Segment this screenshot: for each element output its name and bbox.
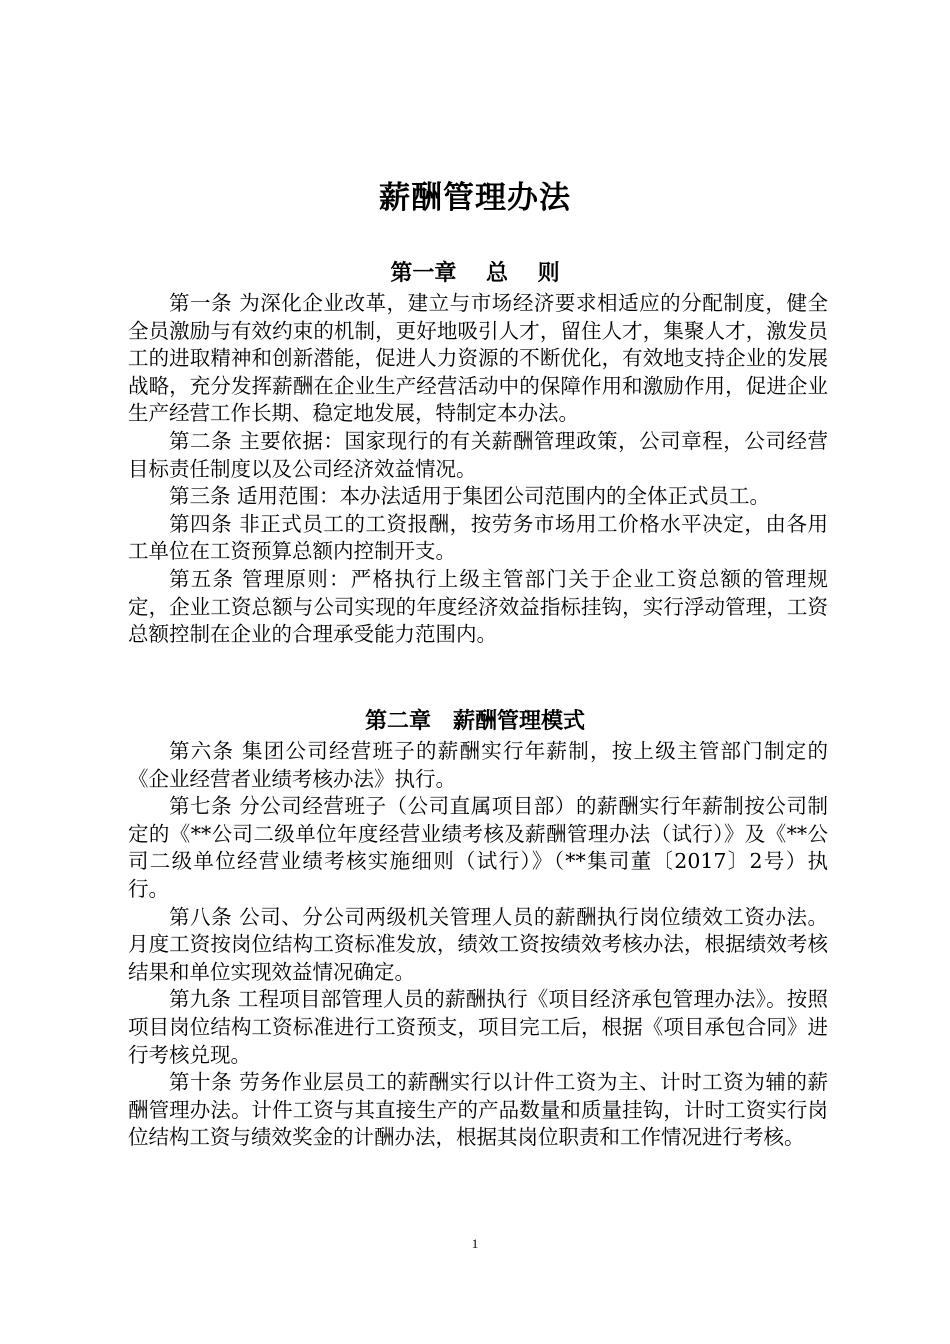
chapter-body <box>128 738 828 1152</box>
article-paragraph: 第七条 分公司经营班子（公司直属项目部）的薪酬实行年薪制按公司制定的《**公司二级单位年度经营业绩考核及薪酬管理办法（试行）》及《**公司二级单位经营业绩考核实施细则（试行）》（**集司董〔2017〕2号）执行。 <box>128 794 828 901</box>
chapter-heading: 第二章 薪酬管理模式 <box>364 709 585 734</box>
document-title: 薪酬管理办法 <box>379 180 571 216</box>
article-paragraph: 第六条 集团公司经营班子的薪酬实行年薪制，按上级主管部门制定的《企业经营者业绩考核办法》执行。 <box>128 739 828 791</box>
article-paragraph: 第三条 适用范围：本办法适用于集团公司范围内的全体正式员工。 <box>169 484 771 509</box>
article-paragraph: 第十条 劳务作业层员工的薪酬实行以计件工资为主、计时工资为辅的薪酬管理办法。计件工资与其直接生产的产品数量和质量挂钩，计时工资实行岗位结构工资与绩效奖金的计酬办法，根据其岗位职责和工作情况进行考核。 <box>128 1070 828 1150</box>
article-paragraph: 第九条 工程项目部管理人员的薪酬执行《项目经济承包管理办法》。按照项目岗位结构工资标准进行工资预支，项目完工后，根据《项目承包合同》进行考核兑现。 <box>128 987 828 1067</box>
article-paragraph: 第一条 为深化企业改革，建立与市场经济要求相适应的分配制度，健全全员激励与有效约束的机制，更好地吸引人才，留住人才，集聚人才，激发员工的进取精神和创新潜能，促进人力资源的不断优化，有效地支持企业的发展战略，充分发挥薪酬在企业生产经营活动中的保障作用和激励作用，促进企业生产经营工作长期、稳定地发展，特制定本办法。 <box>128 291 828 426</box>
article-paragraph: 第四条 非正式员工的工资报酬，按劳务市场用工价格水平决定，由各用工单位在工资预算总额内控制开支。 <box>128 511 828 564</box>
article-paragraph: 第八条 公司、分公司两级机关管理人员的薪酬执行岗位绩效工资办法。月度工资按岗位结构工资标准发放，绩效工资按绩效考核办法，根据绩效考核结果和单位实现效益情况确定。 <box>128 904 828 984</box>
chapter-body <box>128 290 828 649</box>
article-paragraph: 第五条 管理原则：严格执行上级主管部门关于企业工资总额的管理规定，企业工资总额与公司实现的年度经济效益指标挂钩，实行浮动管理，工资总额控制在企业的合理承受能力范围内。 <box>128 566 828 647</box>
chapter-heading: 第一章 总 则 <box>390 261 560 286</box>
article-paragraph: 第二条 主要依据：国家现行的有关薪酬管理政策，公司章程，公司经营目标责任制度以及公司经济效益情况。 <box>128 428 828 481</box>
page-number: 1 <box>471 1236 479 1251</box>
